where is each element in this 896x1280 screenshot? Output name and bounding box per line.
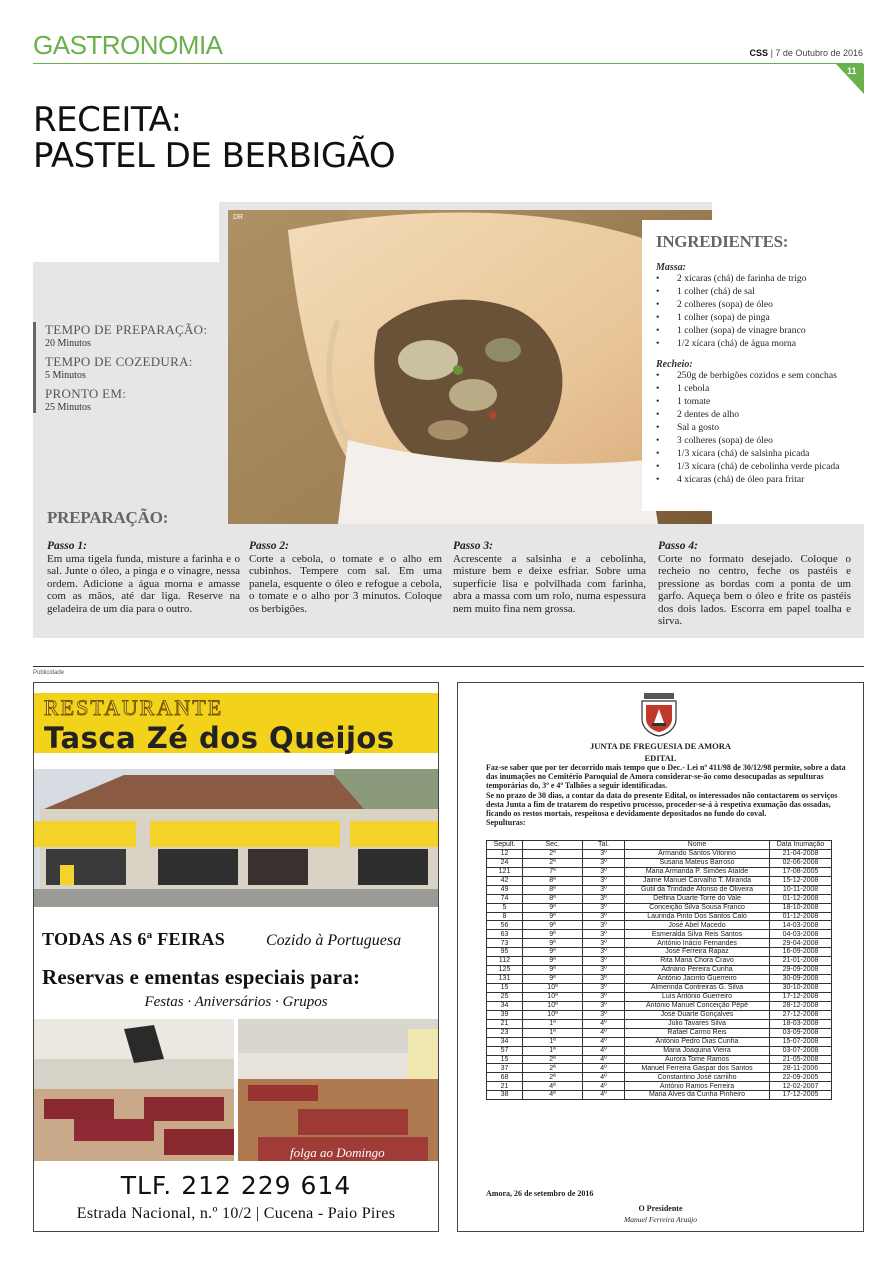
table-cell: 9ª [523, 903, 583, 912]
table-cell: 15-07-2008 [770, 1037, 832, 1046]
table-cell: 3º [583, 939, 625, 948]
table-cell: 56 [487, 921, 523, 930]
table-cell: 39 [487, 1010, 523, 1019]
table-cell: 4º [583, 1091, 625, 1100]
table-cell: José Abel Macedo [625, 921, 770, 930]
edital-title: EDITAL [644, 753, 677, 763]
table-cell: 112 [487, 957, 523, 966]
ingredient-item: • 1 cebola [656, 383, 849, 396]
recipe-title-line2: PASTEL DE BERBIGÃO [33, 136, 396, 176]
table-cell: 3º [583, 957, 625, 966]
table-cell: 4ª [523, 1082, 583, 1091]
table-cell: 4º [583, 1046, 625, 1055]
ingredient-item: • 1/2 xícara (chá) de água morna [656, 338, 849, 351]
table-cell: 95 [487, 948, 523, 957]
issue-date: | 7 de Outubro de 2016 [770, 48, 863, 58]
table-cell: 2ª [523, 858, 583, 867]
ready-time-value: 25 Minutos [45, 402, 91, 413]
table-cell: José Ferreira Rapaz [625, 948, 770, 957]
table-row [487, 867, 832, 876]
table-cell: 57 [487, 1046, 523, 1055]
edital-signature: Manuel Ferreira Araújo [624, 1215, 697, 1224]
table-cell: Gutil da Trindade Afonso de Oliveira [625, 885, 770, 894]
table-cell: 3º [583, 867, 625, 876]
ingredient-item: • 2 dentes de alho [656, 409, 849, 422]
table-cell: 12-02-2007 [770, 1082, 832, 1091]
step-text: Acrescente a salsinha e a cebolinha, misture bem e deixe esfriar. Sobre uma superfície lisa e polvilhada com farinha, abra a massa com um rolo, numa espessura nem muito fina nem grossa. [453, 552, 646, 615]
table-row [487, 885, 832, 894]
edital-notice [457, 682, 864, 1232]
table-cell: 9ª [523, 948, 583, 957]
table-cell: 74 [487, 894, 523, 903]
table-cell: Luís António Guerreiro [625, 992, 770, 1001]
ad-line3: Festas · Aniversários · Grupos [144, 994, 328, 1010]
table-cell: 2ª [523, 1055, 583, 1064]
edital-para2: Se no prazo de 30 dias, a contar da data do presente Edital, os interessados não contactarem os serviços desta Junta a fim de tratarem do respetivo processo, proceder-se-á à respetiva exumação das ossadas, ficando os restos mortais, respeitosa e devidamente depositados no fundo do coval. [486, 790, 838, 819]
step-title: Passo 1: [47, 540, 87, 552]
col-tal: Tal. [583, 841, 625, 850]
table-cell: 1ª [523, 1028, 583, 1037]
table-cell: 2ª [523, 849, 583, 858]
photo-credit: DR [233, 214, 244, 221]
table-cell: 21-05-2008 [770, 1055, 832, 1064]
table-row [487, 1010, 832, 1019]
table-cell: 63 [487, 930, 523, 939]
table-cell: 10ª [523, 984, 583, 993]
prep-title: PREPARAÇÃO: [47, 508, 169, 527]
table-cell: 17-12-2005 [770, 1091, 832, 1100]
table-row [487, 1073, 832, 1082]
table-row [487, 957, 832, 966]
ad-line1b: Cozido à Portuguesa [266, 932, 402, 949]
table-cell: 4º [583, 1037, 625, 1046]
step-2 [249, 540, 442, 615]
table-row [487, 966, 832, 975]
table-cell: 9ª [523, 966, 583, 975]
table-cell: 3º [583, 984, 625, 993]
table-cell: 9ª [523, 921, 583, 930]
massa-label: Massa: [656, 262, 687, 273]
table-row [487, 1082, 832, 1091]
table-cell: 10-11-2008 [770, 885, 832, 894]
prep-time-value: 20 Minutos [45, 338, 91, 349]
step-text: Corte no formato desejado. Coloque o recheio no centro, feche os pastéis e pressione as bordas com a ponta de um garfo. Aqueça bem o óleo e frite os pastéis dos dois lados. Escorra em papel toalha e sirva. [658, 552, 851, 627]
step-text: Corte a cebola, o tomate e o alho em cubinhos. Tempere com sal. Em uma panela, esquente o óleo e refogue a cebola, o tomate e o alho por 3 minutos. Coloque os berbigões. [249, 552, 442, 615]
ad-kicker: RESTAURANTE [44, 695, 224, 720]
table-cell: António Pedro Dias Cunha [625, 1037, 770, 1046]
recheio-list [656, 370, 849, 486]
step-title: Passo 4: [658, 540, 698, 552]
table-cell: 10ª [523, 1010, 583, 1019]
table-cell: José Duarte Gonçalves [625, 1010, 770, 1019]
table-cell: 9ª [523, 930, 583, 939]
table-cell: 8ª [523, 885, 583, 894]
table-row [487, 858, 832, 867]
table-header-row [487, 841, 832, 850]
table-cell: 03-07-2008 [770, 1046, 832, 1055]
col-sepult: Sepult. [487, 841, 523, 850]
col-sec: Sec. [523, 841, 583, 850]
table-cell: 3º [583, 966, 625, 975]
table-cell: 03-09-2008 [770, 1028, 832, 1037]
table-cell: 01-12-2008 [770, 912, 832, 921]
table-cell: Rita Maria Chora Cravo [625, 957, 770, 966]
table-cell: 1ª [523, 1019, 583, 1028]
ingredient-item: • 1 tomate [656, 396, 849, 409]
table-row [487, 894, 832, 903]
table-row [487, 1091, 832, 1100]
issue-info [750, 48, 863, 58]
table-cell: 3º [583, 903, 625, 912]
edital-president-label: O Presidente [638, 1204, 683, 1213]
brand: CSS [749, 48, 769, 58]
table-cell: António Ramos Ferreira [625, 1082, 770, 1091]
ingredient-item: • 3 colheres (sopa) de óleo [656, 435, 849, 448]
table-cell: Almerinda Contreiras G. Silva [625, 984, 770, 993]
table-cell: 37 [487, 1064, 523, 1073]
table-cell: 4º [583, 1028, 625, 1037]
table-cell: 9ª [523, 912, 583, 921]
dining-room-photo-1 [34, 1019, 234, 1161]
table-cell: 125 [487, 966, 523, 975]
table-cell: 42 [487, 876, 523, 885]
restaurant-ad [33, 682, 439, 1232]
table-cell: Aurora Tome Ramos [625, 1055, 770, 1064]
table-cell: 3º [583, 1001, 625, 1010]
table-row [487, 903, 832, 912]
table-cell: 3º [583, 912, 625, 921]
table-cell: 4º [583, 1019, 625, 1028]
step-title: Passo 3: [453, 540, 493, 552]
table-cell: 1ª [523, 1046, 583, 1055]
table-cell: António Jacinto Guerreiro [625, 975, 770, 984]
table-cell: 29-09-2008 [770, 966, 832, 975]
table-cell: 3º [583, 894, 625, 903]
table-cell: 3º [583, 975, 625, 984]
ingredient-item: • 2 colheres (sopa) de óleo [656, 299, 849, 312]
table-cell: Delfina Duarte Torre do Vale [625, 894, 770, 903]
table-cell: Esmeralda Silva Reis Santos [625, 930, 770, 939]
table-cell: 9ª [523, 957, 583, 966]
table-cell: 10ª [523, 992, 583, 1001]
table-cell: 22-09-2005 [770, 1073, 832, 1082]
table-row [487, 1064, 832, 1073]
table-row [487, 1046, 832, 1055]
ready-time-label: PRONTO EM: [45, 386, 127, 401]
table-cell: 15-12-2008 [770, 876, 832, 885]
ad-address: Estrada Nacional, n.º 10/2 | Cucena - Paio Pires [76, 1205, 396, 1222]
recipe-title [33, 102, 395, 174]
ingredient-item: • 1 colher (sopa) de vinagre branco [656, 325, 849, 338]
edital-para1: Faz-se saber que por ter decorrido mais tempo que o Dec.- Lei nº 411/98 de 30/12/98 permite, sobre a data das inumações no Cemitério Paroquial de Amora considerar-se-ão como desocupadas as sepulturas temporárias do, 3º e 4º Talhões a seguir identificadas. [486, 763, 846, 791]
edital-para3: Sepulturas: [486, 818, 526, 828]
col-nome: Nome [625, 841, 770, 850]
table-cell: 34 [487, 1001, 523, 1010]
table-cell: 04-03-2008 [770, 930, 832, 939]
table-cell: Maria Joaquina Vieira [625, 1046, 770, 1055]
table-cell: 17-08-2005 [770, 867, 832, 876]
table-cell: 8ª [523, 876, 583, 885]
table-cell: 4ª [523, 1091, 583, 1100]
table-cell: 38 [487, 1091, 523, 1100]
table-cell: 21-01-2008 [770, 957, 832, 966]
col-data: Data Inumação [770, 841, 832, 850]
table-row [487, 921, 832, 930]
table-cell: Maria Armanda P. Simões Ataíde [625, 867, 770, 876]
table-cell: 16-09-2008 [770, 948, 832, 957]
table-row [487, 948, 832, 957]
table-cell: Armando Santos Vitorino [625, 849, 770, 858]
table-cell: 30-09-2008 [770, 975, 832, 984]
ingredient-item: • 1/3 xícara (chá) de cebolinha verde picada [656, 461, 849, 474]
table-row [487, 849, 832, 858]
table-cell: 25 [487, 992, 523, 1001]
table-cell: 3º [583, 948, 625, 957]
table-cell: 68 [487, 1073, 523, 1082]
table-cell: António Manuel Conceição Pêpê [625, 1001, 770, 1010]
table-row [487, 912, 832, 921]
table-cell: 23 [487, 1028, 523, 1037]
table-row [487, 930, 832, 939]
table-cell: 7ª [523, 867, 583, 876]
header-rule [33, 63, 863, 64]
table-cell: Júlio Tavares Silva [625, 1019, 770, 1028]
table-cell: 14-03-2008 [770, 921, 832, 930]
table-cell: 3º [583, 1010, 625, 1019]
table-cell: Conceição Silva Sousa Franco [625, 903, 770, 912]
section-title: GASTRONOMIA [33, 30, 223, 60]
table-cell: 15 [487, 984, 523, 993]
table-cell: Maria Alves da Cunha Pinheiro [625, 1091, 770, 1100]
table-cell: 121 [487, 867, 523, 876]
table-cell: 3º [583, 930, 625, 939]
table-cell: 21 [487, 1019, 523, 1028]
table-cell: 9ª [523, 939, 583, 948]
recheio-label: Recheio: [656, 359, 693, 371]
table-cell: 3º [583, 849, 625, 858]
table-cell: Rafael Carmo Reis [625, 1028, 770, 1037]
ingredients-box [642, 220, 863, 511]
table-cell: 24 [487, 858, 523, 867]
dining-room-photo-2 [238, 1019, 438, 1161]
recipe-photo [228, 210, 712, 524]
table-cell: 02-06-2008 [770, 858, 832, 867]
prep-time-label: TEMPO DE PREPARAÇÃO: [45, 322, 208, 337]
ingredient-item: • 2 xícaras (chá) de farinha de trigo [656, 273, 849, 286]
table-cell: 27-12-2008 [770, 1010, 832, 1019]
ad-line2: Reservas e ementas especiais para: [42, 965, 361, 989]
table-row [487, 975, 832, 984]
page-number: 11 [847, 66, 857, 76]
graves-table-body [487, 849, 832, 1099]
table-cell: 73 [487, 939, 523, 948]
edital-date: Amora, 26 de setembro de 2016 [486, 1189, 594, 1198]
table-cell: 18-03-2008 [770, 1019, 832, 1028]
table-cell: 28-11-2006 [770, 1064, 832, 1073]
step-1 [47, 540, 240, 615]
table-cell: 18-10-2008 [770, 903, 832, 912]
cook-time-label: TEMPO DE COZEDURA: [45, 354, 193, 369]
ad-line1: TODAS AS 6ª FEIRAS [42, 929, 226, 949]
graves-table [486, 840, 832, 1100]
table-row [487, 992, 832, 1001]
table-cell: 4º [583, 1055, 625, 1064]
table-cell: 21-04-2008 [770, 849, 832, 858]
ingredient-item: • 1/3 xícara (chá) de salsinha picada [656, 448, 849, 461]
recipe-times [33, 322, 223, 413]
step-3 [453, 540, 646, 615]
edital-issuer: JUNTA DE FREGUESIA DE AMORA [589, 741, 732, 751]
table-cell: 12 [487, 849, 523, 858]
table-cell: Susana Mateus Barroso [625, 858, 770, 867]
table-cell: 30-10-2008 [770, 984, 832, 993]
table-cell: 3º [583, 885, 625, 894]
table-cell: 21 [487, 1082, 523, 1091]
table-cell: 1ª [523, 1037, 583, 1046]
table-cell: 9ª [523, 975, 583, 984]
table-row [487, 1028, 832, 1037]
table-row [487, 984, 832, 993]
table-cell: 3º [583, 876, 625, 885]
step-text: Em uma tigela funda, misture a farinha e o sal. Junte o óleo, a pinga e o vinagre, nessa ordem. Adicione a água morna e amasse com as mãos, até dar liga. Reserve na geladeira de um dia para o outro. [47, 552, 240, 615]
restaurant-exterior-photo [34, 769, 438, 907]
recipe-title-line1: RECEITA: [33, 100, 182, 140]
edital-body [486, 763, 846, 827]
table-cell: 49 [487, 885, 523, 894]
table-cell: Laurinda Pinto Dos Santos Caló [625, 912, 770, 921]
table-cell: 01-12-2008 [770, 894, 832, 903]
table-cell: 34 [487, 1037, 523, 1046]
ingredient-item: • 250g de berbigões cozidos e sem conchas [656, 370, 849, 383]
ingredient-item: • 4 xícaras (chá) de óleo para fritar [656, 474, 849, 487]
table-cell: 28-12-2008 [770, 1001, 832, 1010]
table-cell: 4º [583, 1064, 625, 1073]
table-row [487, 939, 832, 948]
ad-phone: TLF. 212 229 614 [120, 1171, 352, 1200]
coat-of-arms-icon [638, 691, 680, 737]
table-cell: 17-12-2008 [770, 992, 832, 1001]
table-cell: 4º [583, 1073, 625, 1082]
table-cell: 3º [583, 921, 625, 930]
table-row [487, 1055, 832, 1064]
table-row [487, 1037, 832, 1046]
cook-time-value: 5 Minutos [45, 370, 86, 381]
table-cell: 2ª [523, 1073, 583, 1082]
table-cell: 15 [487, 1055, 523, 1064]
table-row [487, 876, 832, 885]
table-row [487, 1019, 832, 1028]
ad-closed-day: folga ao Domingo [290, 1145, 385, 1160]
ad-divider [33, 666, 864, 667]
table-cell: 8 [487, 912, 523, 921]
advertising-label: Publicidade [33, 670, 65, 676]
table-row [487, 1001, 832, 1010]
table-cell: Manuel Ferreira Gaspar dos Santos [625, 1064, 770, 1073]
table-cell: 3º [583, 858, 625, 867]
table-cell: 131 [487, 975, 523, 984]
table-cell: 2ª [523, 1064, 583, 1073]
table-cell: Constantino José carriiho [625, 1073, 770, 1082]
table-cell: 8ª [523, 894, 583, 903]
table-cell: Jaime Manuel Carvalho T. Miranda [625, 876, 770, 885]
step-4 [658, 540, 851, 628]
table-cell: Adriano Pereira Cunha [625, 966, 770, 975]
step-title: Passo 2: [249, 540, 289, 552]
ingredient-item: • Sal a gosto [656, 422, 849, 435]
ad-restaurant-name: Tasca Zé dos Queijos [44, 721, 395, 755]
table-cell: 3º [583, 992, 625, 1001]
massa-list [656, 273, 849, 350]
table-cell: 5 [487, 903, 523, 912]
ingredient-item: • 1 colher (chá) de sal [656, 286, 849, 299]
table-cell: António Inácio Fernandes [625, 939, 770, 948]
table-cell: 29-04-2008 [770, 939, 832, 948]
ingredients-title: INGREDIENTES: [656, 232, 789, 251]
table-cell: 10ª [523, 1001, 583, 1010]
ingredient-item: • 1 colher (sopa) de pinga [656, 312, 849, 325]
table-cell: 4º [583, 1082, 625, 1091]
